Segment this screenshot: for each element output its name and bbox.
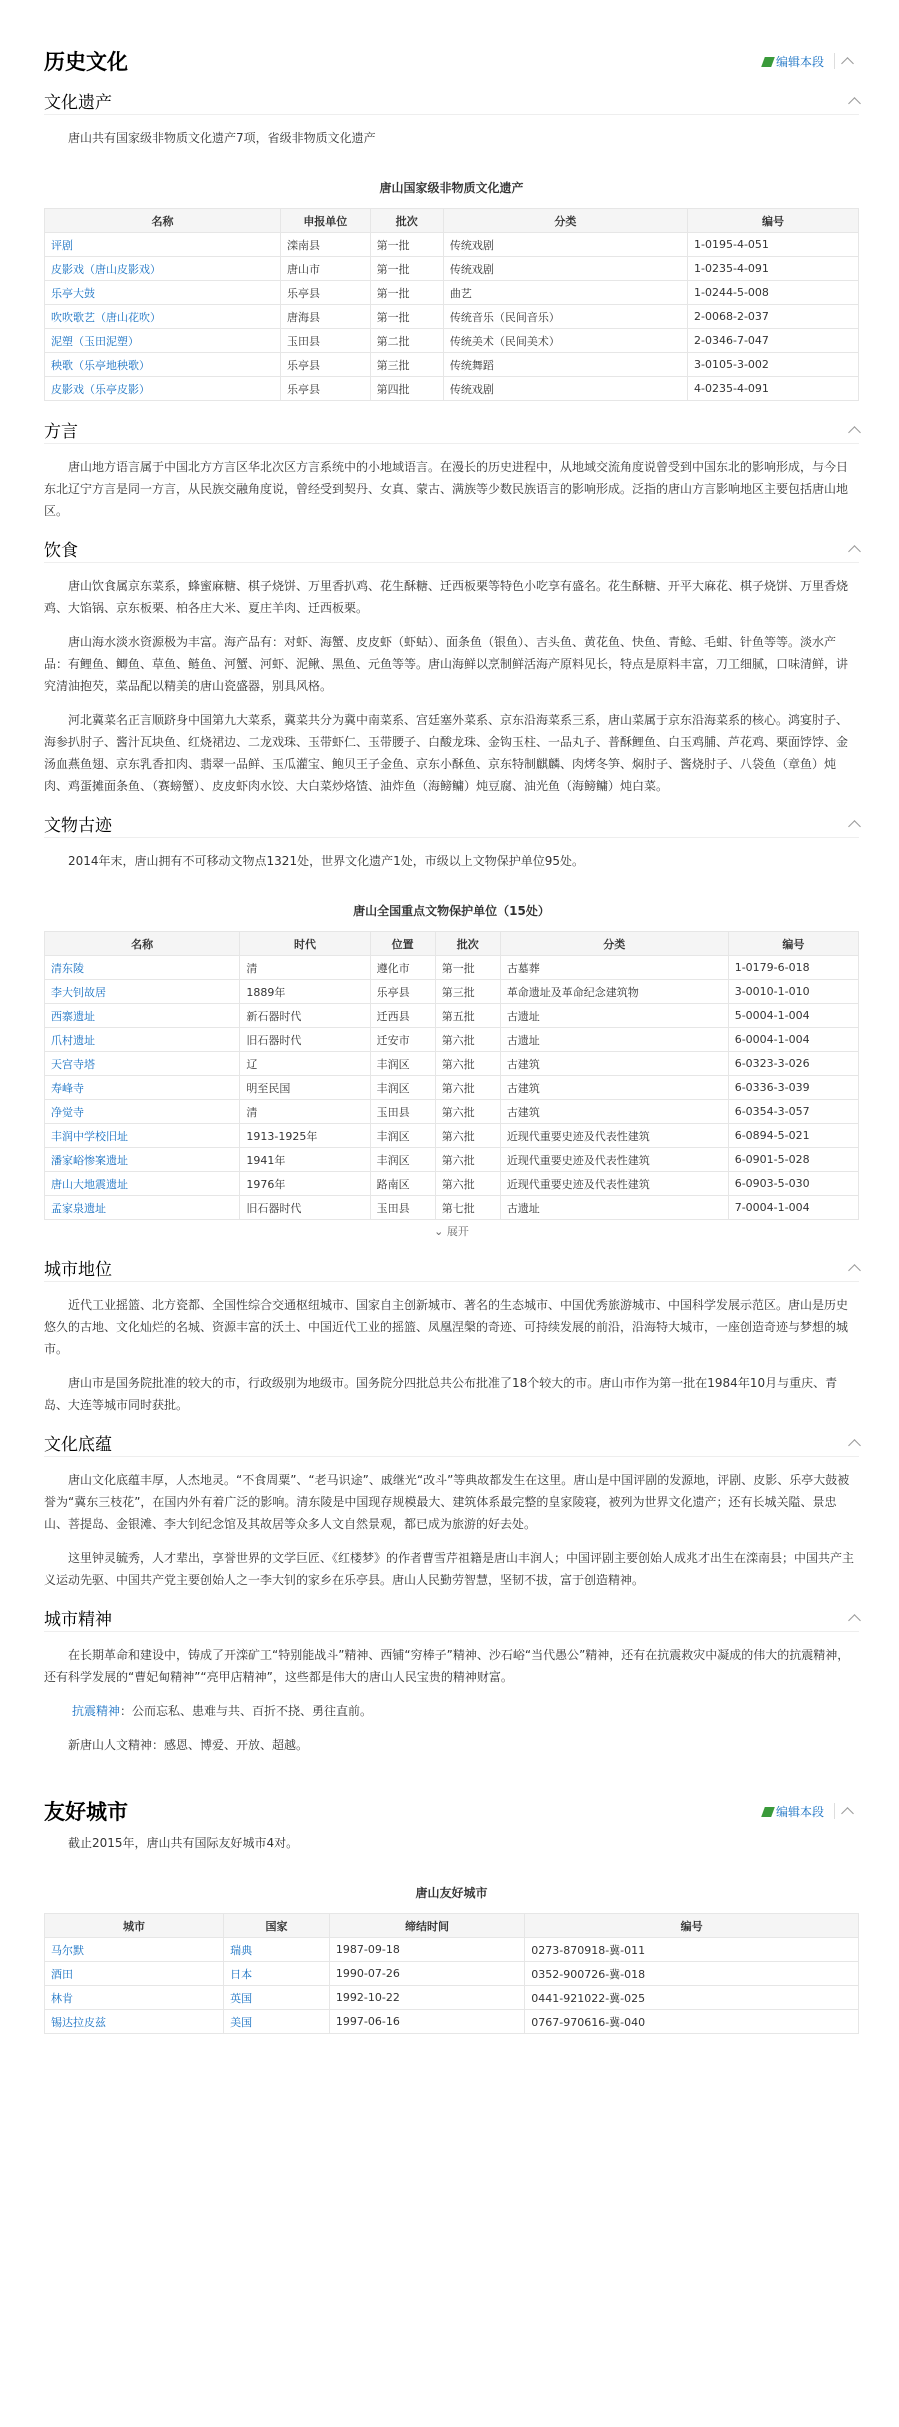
subsection-title: 饮食 (44, 540, 78, 561)
table-cell: 滦南县 (281, 233, 371, 257)
column-header: 名称 (45, 209, 281, 233)
subsection-header (44, 1428, 859, 1457)
chevron-up-icon (841, 57, 854, 70)
table-cell: 第一批 (435, 956, 500, 980)
table-row (45, 1148, 859, 1172)
table-cell: 1997-06-16 (329, 2010, 524, 2034)
table-row (45, 980, 859, 1004)
edit-section-button[interactable]: 编辑本段 (763, 1803, 824, 1820)
column-header: 名称 (45, 932, 240, 956)
table-cell: 第一批 (370, 281, 443, 305)
column-header: 缔结时间 (329, 1914, 524, 1938)
table-cell: 革命遗址及革命纪念建筑物 (500, 980, 728, 1004)
table-row (45, 1076, 859, 1100)
table-cell: 丰润区 (370, 1052, 435, 1076)
table-cell[interactable]: 潘家峪惨案遗址 (45, 1148, 240, 1172)
table-cell[interactable]: 西寨遗址 (45, 1004, 240, 1028)
table-cell: 1990-07-26 (329, 1962, 524, 1986)
table-cell[interactable]: 日本 (224, 1962, 330, 1986)
link[interactable]: 抗震精神 (72, 1704, 121, 1718)
table-row (45, 1938, 859, 1962)
table-cell: 丰润区 (370, 1124, 435, 1148)
table-cell: 1-0195-4-051 (688, 233, 859, 257)
table-cell: 第四批 (370, 377, 443, 401)
table-cell: 1-0235-4-091 (688, 257, 859, 281)
collapse-button[interactable] (834, 1803, 859, 1819)
table-row (45, 233, 859, 257)
paragraph: 截止2015年，唐山共有国际友好城市4对。 (68, 1836, 299, 1850)
table-cell: 遵化市 (370, 956, 435, 980)
column-header: 申报单位 (281, 209, 371, 233)
collapse-button[interactable] (834, 53, 859, 69)
chevron-up-icon[interactable] (848, 1264, 861, 1277)
table-cell: 第一批 (370, 305, 443, 329)
table-cell: 第一批 (370, 257, 443, 281)
table-cell: 古墓葬 (500, 956, 728, 980)
table-cell: 传统戏剧 (443, 377, 687, 401)
table-cell: 4-0235-4-091 (688, 377, 859, 401)
table-row (45, 353, 859, 377)
table-row (45, 1986, 859, 2010)
table-cell: 第六批 (435, 1124, 500, 1148)
table-cell: 1992-10-22 (329, 1986, 524, 2010)
table-row (45, 1172, 859, 1196)
paragraph: 2014年末，唐山拥有不可移动文物点1321处，世界文化遗产1处，市级以上文物保护单位95处。 (68, 854, 584, 868)
table-cell[interactable]: 寿峰寺 (45, 1076, 240, 1100)
table-cell: 1889年 (240, 980, 370, 1004)
table-cell: 乐亭县 (281, 377, 371, 401)
chevron-down-icon: ⌄ (434, 1225, 447, 1238)
column-header: 时代 (240, 932, 370, 956)
table-cell: 迁安市 (370, 1028, 435, 1052)
table-row (45, 377, 859, 401)
relics-table (44, 931, 859, 1220)
section-title: 友好城市 (44, 1800, 128, 1824)
paragraph: 唐山文化底蕴丰厚，人杰地灵。“不食周粟”、“老马识途”、戚继光“改斗”等典故都发生在这里。唐山是中国评剧的发源地，评剧、皮影、乐亭大鼓被誉为“冀东三枝花”，在国内外有着广泛的影响。清东陵是中国现存规模最大、建筑体系最完整的皇家陵寝，被列为世界文化遗产；还有长城关隘、景忠山、菩提岛、金银滩、李大钊纪念馆及其故居等众多人文自然景观，都已成为旅游的好去处。 (44, 1473, 850, 1531)
table-cell: 第六批 (435, 1052, 500, 1076)
table-cell: 传统美术（民间美术） (443, 329, 687, 353)
table-cell: 6-0901-5-028 (728, 1148, 858, 1172)
subsection-header (44, 534, 859, 563)
paragraph: 河北冀菜名正言顺跻身中国第九大菜系，冀菜共分为冀中南菜系、宫廷塞外菜系、京东沿海菜系三系，唐山菜属于京东沿海菜系的核心。鸿宴肘子、海参扒肘子、酱汁瓦块鱼、红烧裙边、二龙戏珠、玉带虾仁、玉带腰子、白酸龙珠、金钩玉柱、一品丸子、普酥鲤鱼、白玉鸡脯、芦花鸡、栗面饽饽、金汤血燕鱼翅、京东乳香扣肉、翡翠一品鲜、玉瓜灌宝、鲍贝王子金鱼、京东小酥鱼、京东特制麒麟、肉烤冬笋、焖肘子、酱烧肘子、八袋鱼（章鱼）炖肉、鸡蛋摊面条鱼、（赛螃蟹）、皮皮虾肉水饺、大白菜炒烙馇、油炸鱼（海鳑鳙）炖豆腐、油光鱼（海鳑鳙）炖白菜。 (44, 713, 849, 793)
subsection-title: 文化底蕴 (44, 1434, 112, 1455)
table-cell: 唐海县 (281, 305, 371, 329)
table-cell[interactable]: 清东陵 (45, 956, 240, 980)
table-cell[interactable]: 瑞典 (224, 1938, 330, 1962)
subsection-header (44, 1253, 859, 1282)
table-row (45, 305, 859, 329)
table-cell[interactable]: 泥塑（玉田泥塑） (45, 329, 281, 353)
table-cell: 6-0323-3-026 (728, 1052, 858, 1076)
subsection-header (44, 1603, 859, 1632)
table-row (45, 1052, 859, 1076)
subsection-title: 文化遗产 (44, 92, 112, 113)
subsection-header (44, 809, 859, 838)
table-cell: 0352-900726-冀-018 (525, 1962, 859, 1986)
table-cell[interactable]: 乐亭大鼓 (45, 281, 281, 305)
table-cell[interactable]: 净觉寺 (45, 1100, 240, 1124)
column-header: 分类 (443, 209, 687, 233)
table-cell: 传统戏剧 (443, 257, 687, 281)
column-header: 国家 (224, 1914, 330, 1938)
table-cell: 唐山市 (281, 257, 371, 281)
chevron-up-icon[interactable] (848, 1614, 861, 1627)
table-cell: 清 (240, 956, 370, 980)
table-cell: 丰润区 (370, 1148, 435, 1172)
section-title: 历史文化 (44, 50, 128, 74)
table-cell: 古建筑 (500, 1052, 728, 1076)
paragraph: 抗震精神：公而忘私、患难与共、百折不挠、勇往直前。 (72, 1704, 373, 1718)
paragraph: 唐山共有国家级非物质文化遗产7项，省级非物质文化遗产 (68, 131, 376, 145)
table-cell: 第二批 (370, 329, 443, 353)
table-row (45, 1004, 859, 1028)
pencil-icon (761, 57, 775, 67)
table-row (45, 257, 859, 281)
subsection-header (44, 415, 859, 444)
paragraph: 唐山饮食属京东菜系，蜂蜜麻糖、棋子烧饼、万里香扒鸡、花生酥糖、迁西板栗等特色小吃享有盛名。花生酥糖、开平大麻花、棋子烧饼、万里香烧鸡、大馅锅、京东板栗、柏各庄大米、夏庄羊肉、迁西板栗。 (44, 579, 849, 615)
table-cell: 6-0894-5-021 (728, 1124, 858, 1148)
column-header: 批次 (435, 932, 500, 956)
table-row (45, 1100, 859, 1124)
table-cell[interactable]: 孟家泉遗址 (45, 1196, 240, 1220)
subsection-header (44, 86, 859, 115)
table-cell: 旧石器时代 (240, 1028, 370, 1052)
table-cell: 古遗址 (500, 1196, 728, 1220)
table-cell: 第七批 (435, 1196, 500, 1220)
table-cell: 第六批 (435, 1172, 500, 1196)
table-cell[interactable]: 锡达拉皮兹 (45, 2010, 224, 2034)
table-cell: 迁西县 (370, 1004, 435, 1028)
table-cell: 5-0004-1-004 (728, 1004, 858, 1028)
paragraph: 在长期革命和建设中，铸成了开滦矿工“特别能战斗”精神、西铺“穷棒子”精神、沙石峪“当代愚公”精神，还有在抗震救灾中凝成的伟大的抗震精神，还有科学发展的“曹妃甸精神”“亮甲店精神”，这些都是伟大的唐山人民宝贵的精神财富。 (44, 1648, 850, 1684)
heritage-table (44, 208, 859, 401)
table-caption: 唐山友好城市 (415, 1886, 488, 1900)
table-cell: 古建筑 (500, 1100, 728, 1124)
chevron-up-icon[interactable] (848, 97, 861, 110)
table-cell[interactable]: 马尔默 (45, 1938, 224, 1962)
paragraph: 唐山市是国务院批准的较大的市，行政级别为地级市。国务院分四批总共公布批准了18个较大的市。唐山市作为第一批在1984年10月与重庆、青岛、大连等城市同时获批。 (44, 1376, 838, 1412)
table-cell[interactable]: 吹吹歌艺（唐山花吹） (45, 305, 281, 329)
table-cell[interactable]: 美国 (224, 2010, 330, 2034)
chevron-up-icon[interactable] (848, 426, 861, 439)
table-cell: 丰润区 (370, 1076, 435, 1100)
subsection-title: 文物古迹 (44, 815, 112, 836)
table-cell: 第三批 (435, 980, 500, 1004)
column-header: 编号 (525, 1914, 859, 1938)
table-cell: 2-0346-7-047 (688, 329, 859, 353)
table-caption: 唐山全国重点文物保护单位（15处） (353, 904, 550, 918)
table-cell: 第六批 (435, 1028, 500, 1052)
table-cell: 传统戏剧 (443, 233, 687, 257)
table-cell[interactable]: 英国 (224, 1986, 330, 2010)
paragraph: 唐山地方语言属于中国北方方言区华北次区方言系统中的小地域语言。在漫长的历史进程中，从地域交流角度说曾受到中国东北的影响形成，与今日东北辽宁方言是同一方言，从民族交融角度说，曾经受到契丹、女真、蒙古、满族等少数民族语言的影响形成。泛指的唐山方言影响地区主要包括唐山地区。 (44, 460, 849, 518)
table-cell: 1941年 (240, 1148, 370, 1172)
column-header: 位置 (370, 932, 435, 956)
table-caption: 唐山国家级非物质文化遗产 (379, 181, 524, 195)
table-row (45, 1124, 859, 1148)
table-cell: 辽 (240, 1052, 370, 1076)
table-cell: 玉田县 (370, 1196, 435, 1220)
column-header: 编号 (728, 932, 858, 956)
chevron-up-icon[interactable] (848, 1439, 861, 1452)
table-cell: 近现代重要史迹及代表性建筑 (500, 1172, 728, 1196)
section-header-sister-cities (44, 1794, 859, 1828)
table-cell: 2-0068-2-037 (688, 305, 859, 329)
table-cell: 1-0179-6-018 (728, 956, 858, 980)
table-cell: 第一批 (370, 233, 443, 257)
table-cell: 传统舞蹈 (443, 353, 687, 377)
column-header: 城市 (45, 1914, 224, 1938)
table-cell: 1976年 (240, 1172, 370, 1196)
section-header-history (44, 44, 859, 78)
table-cell: 1913-1925年 (240, 1124, 370, 1148)
table-cell: 第五批 (435, 1004, 500, 1028)
table-cell: 6-0903-5-030 (728, 1172, 858, 1196)
table-cell[interactable]: 李大钊故居 (45, 980, 240, 1004)
chevron-up-icon (841, 1807, 854, 1820)
table-cell: 近现代重要史迹及代表性建筑 (500, 1148, 728, 1172)
table-cell: 乐亭县 (281, 353, 371, 377)
table-cell: 古遗址 (500, 1004, 728, 1028)
chevron-up-icon[interactable] (848, 545, 861, 558)
subsection-title: 方言 (44, 421, 78, 442)
table-cell: 古建筑 (500, 1076, 728, 1100)
table-cell: 近现代重要史迹及代表性建筑 (500, 1124, 728, 1148)
table-row (45, 1962, 859, 1986)
table-cell: 0273-870918-冀-011 (525, 1938, 859, 1962)
table-cell: 旧石器时代 (240, 1196, 370, 1220)
table-cell: 第六批 (435, 1100, 500, 1124)
paragraph: 唐山海水淡水资源极为丰富。海产品有：对虾、海蟹、皮皮虾（虾蛄）、面条鱼（银鱼）、吉头鱼、黄花鱼、快鱼、青鲶、毛蚶、针鱼等等。淡水产品：有鲤鱼、鲫鱼、草鱼、鲢鱼、河蟹、河虾、泥鳅、黑鱼、元鱼等等。唐山海鲜以烹制鲜活海产原料见长，特点是原料丰富，刀工细腻，口味清鲜，讲究清油抱芡，菜品配以精美的唐山瓷盛器，别具风格。 (44, 635, 849, 693)
table-cell: 0441-921022-冀-025 (525, 1986, 859, 2010)
table-row (45, 329, 859, 353)
table-cell: 新石器时代 (240, 1004, 370, 1028)
table-cell[interactable]: 秧歌（乐亭地秧歌） (45, 353, 281, 377)
column-header: 分类 (500, 932, 728, 956)
table-cell: 7-0004-1-004 (728, 1196, 858, 1220)
pencil-icon (761, 1807, 775, 1817)
table-cell[interactable]: 丰润中学校旧址 (45, 1124, 240, 1148)
table-row (45, 1028, 859, 1052)
table-cell[interactable]: 天宫寺塔 (45, 1052, 240, 1076)
table-cell: 6-0336-3-039 (728, 1076, 858, 1100)
table-cell: 6-0004-1-004 (728, 1028, 858, 1052)
column-header: 编号 (688, 209, 859, 233)
paragraph: 新唐山人文精神：感恩、博爱、开放、超越。 (68, 1738, 309, 1752)
table-cell[interactable]: 酒田 (45, 1962, 224, 1986)
table-cell[interactable]: 爪村遗址 (45, 1028, 240, 1052)
column-header: 批次 (370, 209, 443, 233)
table-cell: 玉田县 (281, 329, 371, 353)
table-cell[interactable]: 评剧 (45, 233, 281, 257)
table-cell: 乐亭县 (281, 281, 371, 305)
sister-cities-table (44, 1913, 859, 2034)
table-cell: 明至民国 (240, 1076, 370, 1100)
table-cell[interactable]: 林肯 (45, 1986, 224, 2010)
table-cell: 乐亭县 (370, 980, 435, 1004)
table-row (45, 281, 859, 305)
table-cell: 1987-09-18 (329, 1938, 524, 1962)
table-cell: 路南区 (370, 1172, 435, 1196)
table-cell: 1-0244-5-008 (688, 281, 859, 305)
expand-button[interactable]: ⌄ 展开 (434, 1225, 469, 1238)
table-cell: 3-0010-1-010 (728, 980, 858, 1004)
subsection-title: 城市地位 (44, 1259, 112, 1280)
table-cell: 第六批 (435, 1148, 500, 1172)
table-cell: 6-0354-3-057 (728, 1100, 858, 1124)
edit-section-button[interactable]: 编辑本段 (763, 53, 824, 70)
table-cell: 第三批 (370, 353, 443, 377)
table-row (45, 1196, 859, 1220)
table-cell: 清 (240, 1100, 370, 1124)
table-cell: 传统音乐（民间音乐） (443, 305, 687, 329)
table-cell: 0767-970616-冀-040 (525, 2010, 859, 2034)
subsection-title: 城市精神 (44, 1609, 112, 1630)
table-cell: 曲艺 (443, 281, 687, 305)
paragraph: 近代工业摇篮、北方瓷都、全国性综合交通枢纽城市、国家自主创新城市、著名的生态城市、中国优秀旅游城市、中国科学发展示范区。唐山是历史悠久的古地、文化灿烂的名城、资源丰富的沃土、中国近代工业的摇篮、凤凰涅槃的奇迹、可持续发展的前沿，沿海特大城市，一座创造奇迹与梦想的城市。 (44, 1298, 849, 1356)
chevron-up-icon[interactable] (848, 820, 861, 833)
paragraph: 这里钟灵毓秀，人才辈出，享誉世界的文学巨匠、《红楼梦》的作者曹雪芹祖籍是唐山丰润人；中国评剧主要创始人成兆才出生在滦南县；中国共产主义运动先驱、中国共产党主要创始人之一李大钊的家乡在乐亭县。唐山人民勤劳智慧，坚韧不拔，富于创造精神。 (44, 1551, 855, 1587)
table-cell: 玉田县 (370, 1100, 435, 1124)
table-cell[interactable]: 皮影戏（唐山皮影戏） (45, 257, 281, 281)
table-cell[interactable]: 唐山大地震遗址 (45, 1172, 240, 1196)
table-row (45, 956, 859, 980)
table-cell: 第六批 (435, 1076, 500, 1100)
table-row (45, 2010, 859, 2034)
table-cell: 古遗址 (500, 1028, 728, 1052)
table-cell[interactable]: 皮影戏（乐亭皮影） (45, 377, 281, 401)
table-cell: 3-0105-3-002 (688, 353, 859, 377)
